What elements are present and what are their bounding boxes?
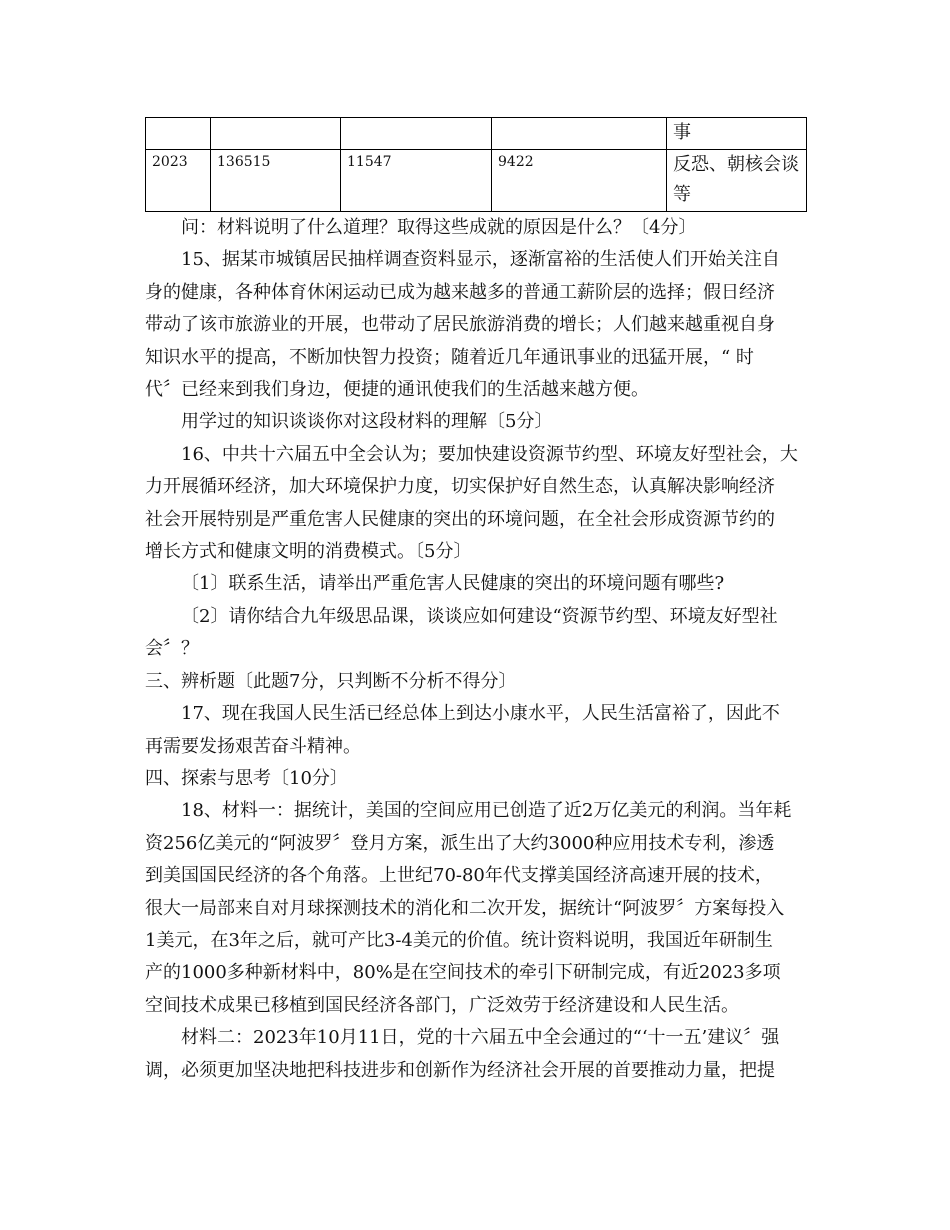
paragraph-line: 社会开展特别是严重危害人民健康的突出的环境问题，在全社会形成资源节约的 bbox=[145, 508, 775, 530]
paragraph-line: 带动了该市旅游业的开展，也带动了居民旅游消费的增长；人们越来越重视自身 bbox=[145, 314, 775, 336]
paragraph-line: 1美元，在3年之后，就可产比3-4美元的价值。统计资料说明，我国近年研制生 bbox=[145, 929, 773, 951]
paragraph-line: 空间技术成果已移植到国民经济各部门，广泛效劳于经济建设和人民生活。 bbox=[145, 994, 739, 1016]
question-line: 用学过的知识谈谈你对这段材料的理解〔5分〕 bbox=[181, 411, 553, 433]
table-cell: 事 bbox=[667, 118, 807, 150]
paragraph-line: 知识水平的提高，不断加快智力投资；随着近几年通讯事业的迅猛开展，“ 时 bbox=[145, 346, 754, 368]
paragraph-line: 到美国国民经济的各个角落。上世纪70-80年代支撑美国经济高速开展的技术， bbox=[145, 865, 773, 887]
question-line: 〔2〕请你结合九年级思品课，谈谈应如何建设“资源节约型、环境友好型社 bbox=[181, 605, 778, 627]
paragraph-line: 15、据某市城镇居民抽样调查资料显示，逐渐富裕的生活使人们开始关注自 bbox=[181, 249, 780, 271]
paragraph-line: 18、材料一：据统计，美国的空间应用已创造了近2万亿美元的利润。当年耗 bbox=[181, 800, 792, 822]
statistics-table bbox=[145, 117, 807, 212]
table-cell bbox=[146, 118, 211, 150]
section-heading: 四、探索与思考〔10分〕 bbox=[145, 767, 348, 789]
paragraph-line: 再需要发扬艰苦奋斗精神。 bbox=[145, 735, 361, 757]
document-body bbox=[145, 212, 807, 1087]
paragraph-line: 很大一局部来自对月球探测技术的消化和二次开发，据统计“阿波罗〞方案每投入 bbox=[145, 897, 785, 919]
paragraph-line: 代〞已经来到我们身边，便捷的通讯使我们的生活越来越方便。 bbox=[145, 379, 649, 401]
paragraph-line: 调，必须更加坚决地把科技进步和创新作为经济社会开展的首要推动力量，把提 bbox=[145, 1059, 775, 1081]
table-row bbox=[146, 118, 807, 150]
table-cell: 11547 bbox=[341, 150, 492, 212]
paragraph-line: 17、现在我国人民生活已经总体上到达小康水平，人民生活富裕了，因此不 bbox=[181, 703, 780, 725]
table-cell: 反恐、朝核会谈等 bbox=[667, 150, 807, 212]
table-cell: 9422 bbox=[492, 150, 667, 212]
question-line: 问：材料说明了什么道理？取得这些成就的原因是什么？〔4分〕 bbox=[181, 217, 697, 238]
paragraph-line: 身的健康，各种体育休闲运动已成为越来越多的普通工薪阶层的选择；假日经济 bbox=[145, 281, 775, 303]
table-row bbox=[146, 150, 807, 212]
table-cell: 2023 bbox=[146, 150, 211, 212]
paragraph-line: 增长方式和健康文明的消费模式。〔5分〕 bbox=[145, 541, 472, 563]
table-cell bbox=[492, 118, 667, 150]
question-line: 会〞？ bbox=[145, 638, 199, 660]
paragraph-line: 材料二：2023年10月11日，党的十六届五中全会通过的“‘十一五’建议〞强 bbox=[181, 1027, 780, 1049]
table-cell: 136515 bbox=[211, 150, 341, 212]
paragraph-line: 产的1000多种新材料中，80%是在空间技术的牵引下研制完成，有近2023多项 bbox=[145, 962, 781, 984]
paragraph-line: 力开展循环经济，加大环境保护力度，切实保护好自然生态，认真解决影响经济 bbox=[145, 476, 775, 498]
paragraph-line: 16、中共十六届五中全会认为；要加快建设资源节约型、环境友好型社会，大 bbox=[181, 443, 798, 465]
paragraph-line: 资256亿美元的“阿波罗〞登月方案，派生出了大约3000种应用技术专利，渗透 bbox=[145, 832, 775, 854]
table-cell bbox=[341, 118, 492, 150]
section-heading: 三、辨析题〔此题7分，只判断不分析不得分〕 bbox=[145, 670, 517, 692]
table-cell bbox=[211, 118, 341, 150]
question-line: 〔1〕联系生活，请举出严重危害人民健康的突出的环境问题有哪些? bbox=[181, 573, 725, 595]
